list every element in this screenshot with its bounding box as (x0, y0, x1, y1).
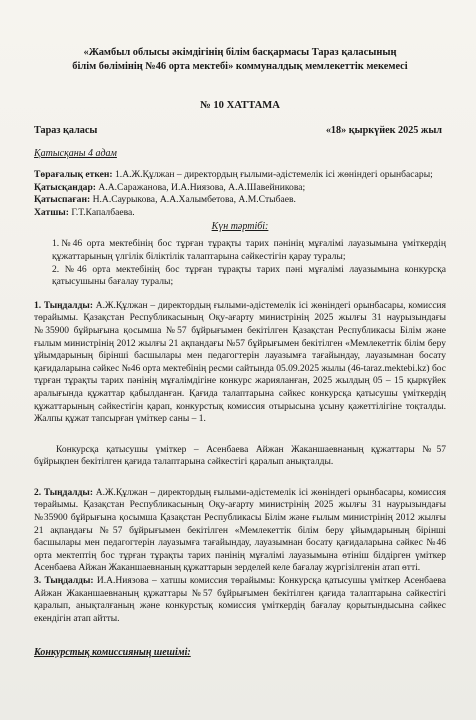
decision-heading: Конкурстық комиссияның шешімі: (34, 647, 191, 659)
agenda-list (34, 238, 446, 288)
heard-paragraph-1 (34, 300, 446, 426)
chair-label: Төрағалық еткен: (34, 169, 113, 180)
heard-text-1: А.Ж.Құлжан – директордың ғылыми-әдістемелік ісі жөніндегі орынбасары, комиссия төрайымы. Қазақстан Республикасының Оқу-ағарту министрінің 2025 жылғы 31 наурызындағы №35900 бұйрығына қосымша №57 бұйрығымен бекітілген Қазақстан Республикасы Білім және ғылым министрінің 2012 жылғы 21 ақпандағы №57 бұйрығымен бекітілген «Мемлекеттік білім беру ұйымдарының бірінші басшылары мен педагогтерін лауазымға тағайындау, лауазымнан босату қағидаларына сәйкес №46 орта мектебінің ресми сайтында 05.09.2025 жылы (46-taraz.mektebi.kz) бос тұрған тұрақты тарих пәнінің мұғалімдігіне конкурс жарияланған, 2025 жылдың 05 – 15 қыркүйек аралығында құжаттар қабылданған. Қағида талаптарына сәйкес конкурсқа қатысушы үміткердің құжаттарының сәйкестігін қарап, конкурстық комиссия отырысына ұсыну қажеттілігіне тоқталды. Жалпы құжат тапсырған үміткер саны – 1. (34, 300, 446, 425)
absent-value: Н.А.Саурыкова, А.А.Халымбетова, А.М.Стыбаев. (90, 194, 296, 206)
roles-block (34, 169, 446, 219)
secretary-line (34, 207, 446, 220)
chair-value: 1.А.Ж.Құлжан – директордың ғылыми-әдістемелік ісі жөніндегі орынбасары; (112, 169, 433, 180)
heard-paragraph-3 (34, 575, 446, 625)
document-title: № 10 ХАТТАМА (200, 100, 280, 111)
header-line-2: білім бөлімінің №46 орта мектебі» коммуналдық мемлекеттік мекемесі (72, 61, 408, 72)
document-header (40, 46, 440, 74)
heard-label-3: 3. Тыңдалды: (34, 576, 94, 587)
attendance: Қатысқаны 4 адам (34, 148, 117, 159)
chair-line (34, 169, 446, 182)
secretary-value: Г.Т.Капалбаева. (68, 206, 135, 218)
heard-label-1: 1. Тыңдалды: (34, 300, 94, 311)
date: «18» қыркүйек 2025 жыл (325, 125, 442, 136)
agenda-item: 1.№46 орта мектебінің бос тұрған тұрақты тарих пәнінің мұғалімі лауазымына үміткердің құжаттарының үлгілік біліктілік талаптарына сәйкестігін қарау туралы; (52, 238, 446, 262)
absent-line (34, 194, 446, 207)
members-label: Қатысқандар: (34, 181, 96, 193)
header-line-1: «Жамбыл облысы әкімдігінің білім басқармасы Тараз қаласының (83, 47, 397, 58)
secretary-label: Хатшы: (34, 206, 69, 218)
heard-paragraph-2 (34, 487, 446, 575)
members-value: А.А.Саражанова, И.А.Ниязова, А.А.Шавейникова; (96, 181, 306, 193)
absent-label: Қатыспаған: (34, 194, 91, 206)
agenda-item: 2. №46 орта мектебінің бос тұрған тұрақты тарих пәні мұғалімі лауазымына конкурсқа қатысушыны бағалау туралы; (52, 263, 446, 288)
agenda-heading: Күн тәртібі: (211, 221, 269, 233)
members-line (34, 182, 446, 195)
heard-text-2: А.Ж.Құлжан – директордың ғылыми-әдістемелік ісі жөніндегі орынбасары, комиссия төрайымы. Қазақстан Республикасының Оқу-ағарту министрінің 2025 жылғы 31 наурызындағы №35900 бұйрығына қосымша Қазақстан Республикасы Білім және ғылым министрінің 2012 жылғы 21 ақпандағы №57 бұйрығымен бекітілген «Мемлекеттік білім беру ұйымдарының бірінші басшылары мен педагогтерін лауазымға тағайындау, лауазымнан босату қағидаларына сәйкес №46 орта мектептің бос тұрған тұрақты тарих пәнінің мұғалімі лауазымына өтініш білдірген үміткер Асенбаева Айжан Жаканшаевнаның құжаттарын зерделей келе бағалау жүргізілгенін атап өтті. (34, 487, 446, 574)
candidate-note: Конкурсқа қатысушы үміткер – Асенбаева Айжан Жаканшаевнаның құжаттары №57 бұйрықпен бекітілген қағида талаптарына сәйкестігі қаралып анықталды. (34, 444, 446, 468)
heard-text-3: И.А.Ниязова – хатшы комиссия төрайымы: Конкурсқа қатысушы үміткер Асенбаева Айжан Жаканшаевнаның құжаттары №57 бұйрығымен бекітілген қағида талаптарына сәйкестігі қаралып, анықталғаның және конкурстық комиссия үміткердің бағалау қорытындысына сәйкес екендігін атап айтты. (34, 576, 446, 624)
place: Тараз қаласы (34, 125, 98, 136)
heard-label-2: 2. Тыңдалды: (34, 487, 94, 498)
place-date-row (34, 125, 446, 136)
